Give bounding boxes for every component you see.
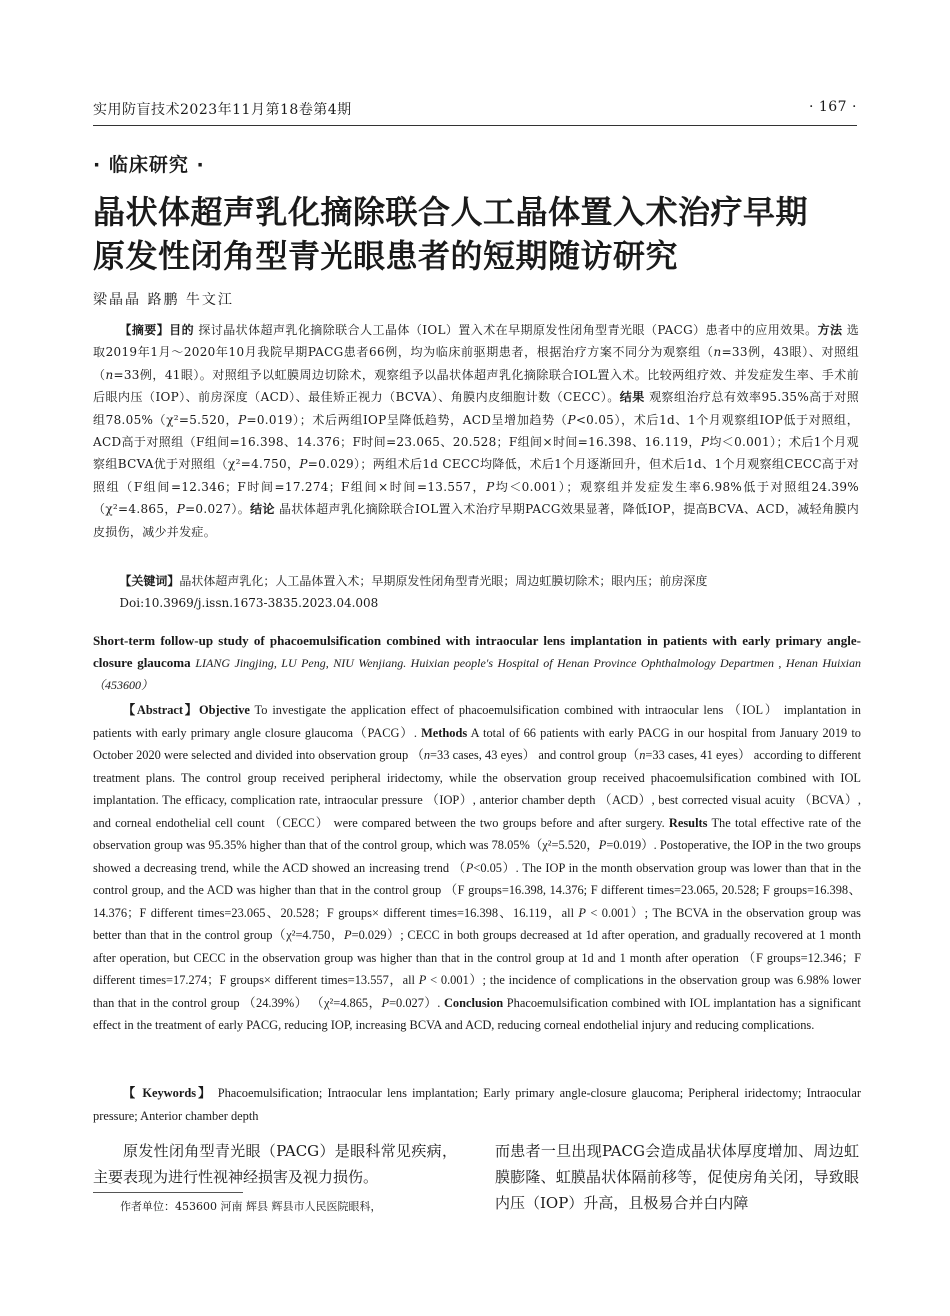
running-head	[93, 99, 857, 125]
results-text: 均＜0.001）；观察组并发症发生率6.98%低于对照组24.39%（χ²=4.865，	[93, 479, 859, 517]
authors-cn: 梁晶晶 路鹏 牛文江	[93, 292, 234, 308]
results-en-text: =0.029）; CECC in both groups decreased at 1d after operation, and gradually recovered at 1 month after operation, but CECC in the observation group was higher than that in the control group at 1d and 1 month after operation （F groups=12.346；F different times=17.274；F groups× different times=13.557，all	[93, 928, 861, 987]
english-title: Short-term follow-up study of phacoemulsification combined with intraocular lens implantation in patients with early primary angle-closure glaucoma	[93, 633, 861, 670]
results-text: =0.027）。	[185, 502, 251, 517]
var-p: P	[598, 838, 607, 852]
keywords-text: 晶状体超声乳化；人工晶体置入术；早期原发性闭角型青光眼；周边虹膜切除术；眼内压；前房深度	[179, 574, 708, 588]
conclusion-text: 晶状体超声乳化摘除联合IOL置入术治疗早期PACG效果显著，降低IOP，提高BCVA、ACD，减轻角膜内皮损伤，减少并发症。	[93, 502, 859, 539]
results-en-text: < 0.001）; the incidence of complications in the observation group was 6.98% lower than that in the control group （24.39%） （χ²=4.865，	[93, 973, 862, 1010]
methods-en-text: A total of 66 patients with early PACG in our hospital from January 2019 to October 2020 were selected and divided into observation group （	[93, 725, 862, 762]
author-affiliation-footnote: 作者单位：453600 河南 辉县 辉县市人民医院眼科，	[120, 1200, 382, 1213]
methods-en-text: =33 cases, 41 eyes） according to different treatment plans. The control group received peripheral iridectomy, while the observation group received phacoemulsification combined with IOL implantation. The efficacy, complication rate, intraocular pressure （IOP）, anterior chamber depth （ACD）, best corrected visual acuity （BCVA）, and corneal endothelial cell count （CECC） were compared between the two groups before and after surgery.	[93, 748, 862, 830]
var-p: P	[700, 435, 710, 450]
var-n: n	[105, 367, 114, 382]
keywords-en	[93, 1082, 861, 1127]
keywords-cn	[93, 570, 859, 614]
results-text: 均＜0.001）；术后1个月观察组BCVA优于对照组（χ²=4.750，	[93, 435, 859, 472]
abstract-en	[93, 699, 861, 1037]
abstract-en-label: 【Abstract】	[122, 703, 199, 717]
keywords-en-label: 【 Keywords】	[122, 1086, 213, 1100]
var-p: P	[381, 995, 390, 1010]
var-p: P	[567, 412, 576, 427]
results-en-label: Results	[668, 815, 708, 830]
var-n: n	[713, 345, 722, 360]
objective-en-label: Objective	[198, 703, 250, 717]
results-text: =0.019）；术后两组IOP呈降低趋势，ACD呈增加趋势（	[246, 412, 568, 427]
var-p: P	[344, 928, 352, 942]
header-divider	[93, 125, 857, 126]
journal-name: 实用防盲技术2023年11月第18卷第4期	[93, 102, 352, 118]
results-text: 观察组治疗总有效率95.35%高于对照组78.05%（χ²=5.520，	[93, 390, 859, 427]
var-p: P	[418, 973, 427, 987]
var-p: P	[486, 479, 495, 494]
footnote-divider	[93, 1192, 243, 1193]
body-column-left: 原发性闭角型青光眼（PACG）是眼科常见疾病，主要表现为进行性视神经损害及视力损伤。	[93, 1142, 457, 1186]
keywords-label: 【关键词】	[119, 574, 180, 588]
var-p: P	[299, 457, 308, 472]
results-text: =0.029）；两组术后1d CECC均降低，术后1个月逐渐回升，但术后1d、1个月观察组CECC高于对照组（F组间=12.346；F时间=17.274；F组间×时间=13.557，	[93, 457, 859, 494]
var-p: P	[465, 860, 474, 875]
methods-text: 选取2019年1月～2020年10月我院早期PACG患者66例，均为临床前驱期患者，根据治疗方案不同分为观察组（	[93, 323, 860, 360]
abstract-label: 【摘要】	[119, 323, 170, 337]
results-en-text: <0.05）. The IOP in the month observation group was lower than that in the control group, and the ACD was higher than that in the control group （F groups=16.398, 14.376; F different times=23.065, 20.528; F groups=16.398、14.376；F different times=23.065、20.528；F groups× different times=16.398、16.119，all	[93, 860, 862, 920]
methods-en-text: =33 cases, 43 eyes） and control group（	[430, 748, 640, 762]
methods-label: 方法	[817, 323, 843, 337]
results-en-text: =0.019）. Postoperative, the IOP in the two groups showed a decreasing trend, while the ACD showed an increasing trend （	[93, 838, 861, 875]
var-n: n	[639, 748, 646, 762]
objective-text: 探讨晶状体超声乳化摘除联合人工晶体（IOL）置入术在早期原发性闭角型青光眼（PACG）患者中的应用效果。	[194, 323, 818, 337]
conclusion-en-text: Phacoemulsification combined with IOL implantation has a significant effect in the treatment of early PACG, reducing IOP, increasing BCVA and ACD, reducing corneal endothelial injury and reducing complications.	[93, 995, 862, 1032]
keywords-en-text: Phacoemulsification; Intraocular lens implantation; Early primary angle-closure glaucoma; Peripheral iridectomy; Intraocular pressure; Anterior chamber depth	[93, 1086, 861, 1123]
results-en-text: The total effective rate of the observation group was 95.35% higher than that of the control group, which was 78.05%（χ²=5.520，	[93, 815, 861, 852]
english-authors: LIANG Jingjing, LU Peng, NIU Wenjiang. Huixian people's Hospital of Henan Province Ophthalmology Departmen , Henan Huixian （453600）	[93, 656, 862, 692]
methods-text: =33例，43眼）、对照组（	[93, 345, 859, 382]
doi: Doi:10.3969/j.issn.1673-3835.2023.04.008	[119, 596, 379, 610]
section-label: · 临床研究 ·	[93, 154, 205, 176]
conclusion-en-label: Conclusion	[443, 995, 504, 1010]
results-en-text: < 0.001）; The BCVA in the observation group was better than that in the control group（χ²=4.750，	[93, 905, 862, 942]
conclusion-label: 结论	[250, 502, 275, 517]
results-label: 结果	[619, 390, 645, 405]
title-line-1: 晶状体超声乳化摘除联合人工晶体置入术治疗早期	[93, 193, 809, 231]
var-p: P	[176, 502, 186, 517]
article-title	[93, 190, 873, 278]
body-column-right: 而患者一旦出现PACG会造成晶状体厚度增加、周边虹膜膨隆、虹膜晶状体隔前移等，促使房角关闭，导致眼内压（IOP）升高，且极易合并白内障	[495, 1142, 859, 1212]
objective-en-text: To investigate the application effect of phacoemulsification combined with intraocular lens （IOL） implantation in patients with early primary angle closure glaucoma（PACG）.	[93, 703, 862, 740]
title-line-2: 原发性闭角型青光眼患者的短期随访研究	[93, 237, 679, 275]
methods-text: =33例，41眼）。对照组予以虹膜周边切除术，观察组予以晶状体超声乳化摘除联合IOL置入术。比较两组疗效、并发症发生率、手术前后眼内压（IOP）、前房深度（ACD）、最佳矫正视力（BCVA）、角膜内皮细胞计数（CECC）。	[93, 367, 859, 405]
var-p: P	[578, 905, 586, 920]
objective-label: 目的	[169, 323, 195, 337]
var-p: P	[238, 412, 247, 427]
results-text: <0.05），术后1d、1个月观察组IOP低于对照组，ACD高于对照组（F组间=16.398、14.376；F时间=23.065、20.528；F组间×时间=16.398、16.119，	[93, 412, 860, 450]
english-title-block	[93, 630, 861, 696]
var-n: n	[423, 748, 431, 762]
page-number: · 167 ·	[808, 99, 857, 115]
results-en-text: =0.027）.	[389, 995, 444, 1010]
abstract-cn	[93, 319, 859, 543]
methods-en-label: Methods	[421, 725, 468, 740]
